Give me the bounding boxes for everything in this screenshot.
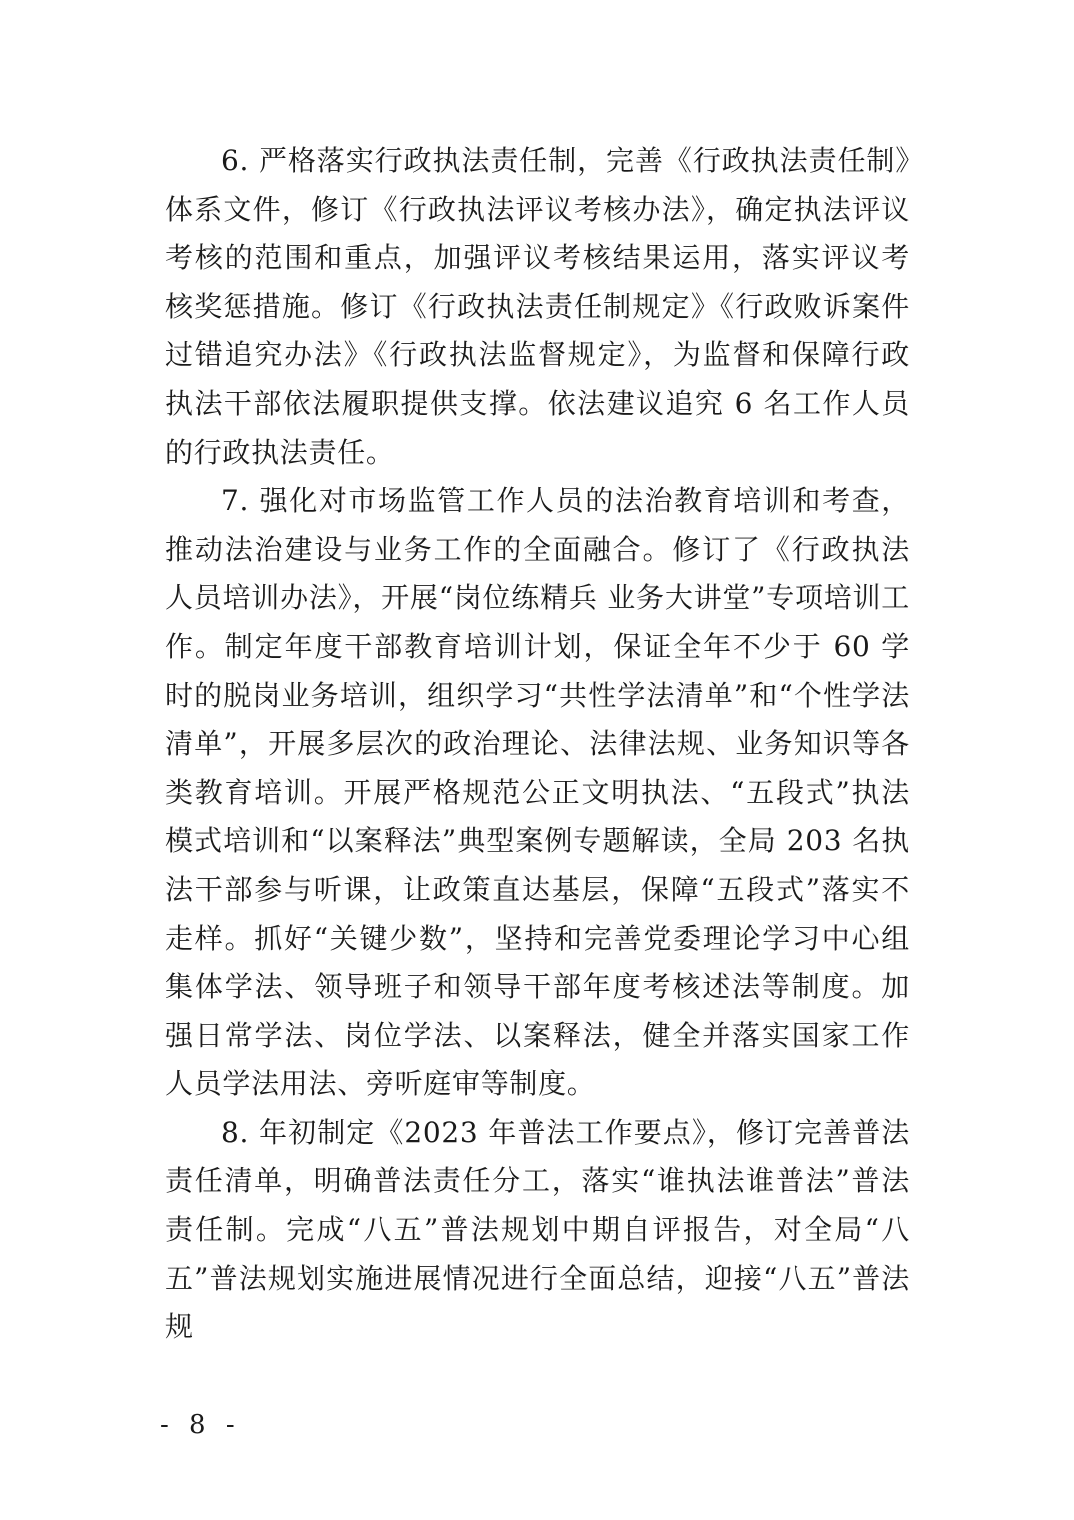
paragraph-8: 8. 年初制定《2023 年普法工作要点》，修订完善普法责任清单，明确普法责任分工，落实“谁执法谁普法”普法责任制。完成“八五”普法规划中期自评报告，对全局“八五”普法规划实施进展情况进行全面总结，迎接“八五”普法规 <box>165 1115 910 1344</box>
page-number: - 8 - <box>160 1410 241 1440</box>
paragraph-6: 6. 严格落实行政执法责任制，完善《行政执法责任制》体系文件，修订《行政执法评议考核办法》，确定执法评议考核的范围和重点，加强评议考核结果运用，落实评议考核奖惩措施。修订《行政执法责任制规定》《行政败诉案件过错追究办法》《行政执法监督规定》，为监督和保障行政执法干部依法履职提供支撑。依法建议追究 6 名工作人员的行政执法责任。 <box>165 144 910 469</box>
document-body <box>165 137 910 1352</box>
paragraph-7: 7. 强化对市场监管工作人员的法治教育培训和考查，推动法治建设与业务工作的全面融合。修订了《行政执法人员培训办法》，开展“岗位练精兵 业务大讲堂”专项培训工作。制定年度干部教育培训计划，保证全年不少于 60 学时的脱岗业务培训，组织学习“共性学法清单”和“个性学法清单”，开展多层次的政治理论、法律法规、业务知识等各类教育培训。开展严格规范公正文明执法、“五段式”执法模式培训和“以案释法”典型案例专题解读，全局 203 名执法干部参与听课，让政策直达基层，保障“五段式”落实不走样。抓好“关键少数”，坚持和完善党委理论学习中心组集体学法、领导班子和领导干部年度考核述法等制度。加强日常学法、岗位学法、以案释法，健全并落实国家工作人员学法用法、旁听庭审等制度。 <box>165 484 910 1101</box>
